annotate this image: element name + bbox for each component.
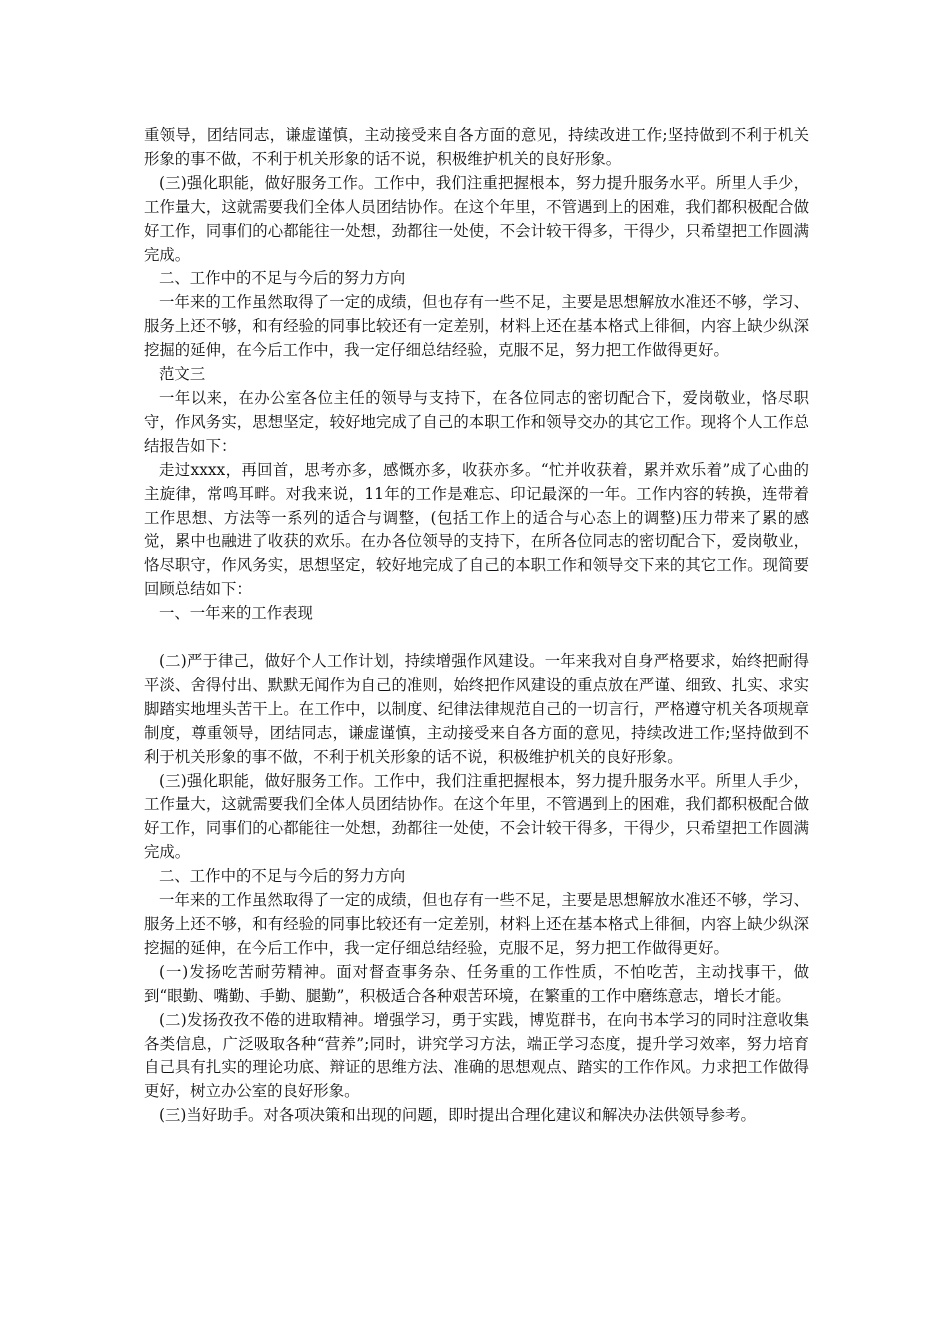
paragraph-review: 走过xxxx，再回首，思考亦多，感慨亦多，收获亦多。“忙并收获着，累并欢乐着”成了心曲的主旋律，常鸣耳畔。对我来说，11年的工作是难忘、印记最深的一年。工作内容的转换，连带着工作思想、方法等一系列的适合与调整，(包括工作上的适合与心态上的调整)压力带来了累的感觉，累中也融进了收获的欢乐。在办各位领导的支持下，在所各位同志的密切配合下，爱岗敬业，恪尽职守，作风务实，思想坚定，较好地完成了自己的本职工作和领导交下来的其它工作。现简要回顾总结如下：	[144, 460, 809, 599]
sample-essay-title: 范文三	[159, 365, 206, 384]
paragraph-assistant: (三)当好助手。对各项决策和出现的问题，即时提出合理化建议和解决办法供领导参考。	[159, 1106, 756, 1125]
paragraph-self-discipline: (二)严于律己，做好个人工作计划，持续增强作风建设。一年来我对自身严格要求，始终把耐得平淡、舍得付出、默默无闻作为自己的准则，始终把作风建设的重点放在严谨、细致、扎实、求实脚踏实地埋头苦干上。在工作中，以制度、纪律法律规范自己的一切言行，严格遵守机关各项规章制度，尊重领导，团结同志，谦虚谨慎，主动接受来自各方面的意见，持续改进工作;坚持做到不利于机关形象的事不做，不利于机关形象的话不说，积极维护机关的良好形象。	[144, 652, 809, 766]
paragraph-hardworking: (一)发扬吃苦耐劳精神。面对督查事务杂、任务重的工作性质，不怕吃苦，主动找事干，做到“眼勤、嘴勤、手勤、腿勤”，积极适合各种艰苦环境，在繁重的工作中磨练意志，增长才能。	[144, 962, 809, 1005]
paragraph-strengthen-function-2: (三)强化职能，做好服务工作。工作中，我们注重把握根本，努力提升服务水平。所里人手少，工作量大，这就需要我们全体人员团结协作。在这个年里，不管遇到上的困难，我们都积极配合做好工作，同事们的心都能往一处想，劲都往一处使，不会计较干得多，干得少，只希望把工作圆满完成。	[144, 771, 809, 862]
section-heading-performance: 一、一年来的工作表现	[159, 604, 313, 623]
blank-gap	[144, 626, 809, 650]
section-heading-shortcomings-2: 二、工作中的不足与今后的努力方向	[159, 867, 406, 886]
paragraph-strengthen-function: (三)强化职能，做好服务工作。工作中，我们注重把握根本，努力提升服务水平。所里人手少，工作量大，这就需要我们全体人员团结协作。在这个年里，不管遇到上的困难，我们都积极配合做好工作，同事们的心都能往一处想，劲都往一处使，不会计较干得多，干得少，只希望把工作圆满完成。	[144, 173, 809, 264]
paragraph-shortcomings: 一年来的工作虽然取得了一定的成绩，但也存有一些不足，主要是思想解放水准还不够，学习、服务上还不够，和有经验的同事比较还有一定差别，材料上还在基本格式上徘徊，内容上缺少纵深挖掘的延伸，在今后工作中，我一定仔细总结经验，克服不足，努力把工作做得更好。	[144, 293, 809, 360]
paragraph-shortcomings-2: 一年来的工作虽然取得了一定的成绩，但也存有一些不足，主要是思想解放水准还不够，学习、服务上还不够，和有经验的同事比较还有一定差别，材料上还在基本格式上徘徊，内容上缺少纵深挖掘的延伸，在今后工作中，我一定仔细总结经验，克服不足，努力把工作做得更好。	[144, 891, 809, 957]
paragraph-enterprising: (二)发扬孜孜不倦的进取精神。增强学习，勇于实践，博览群书，在向书本学习的同时注意收集各类信息，广泛吸取各种“营养”;同时，讲究学习方法，端正学习态度，提升学习效率，努力培育自己具有扎实的理论功底、辩证的思维方法、准确的思想观点、踏实的工作作风。力求把工作做得更好，树立办公室的良好形象。	[144, 1010, 809, 1101]
section-heading-shortcomings: 二、工作中的不足与今后的努力方向	[159, 269, 406, 288]
paragraph-intro: 一年以来，在办公室各位主任的领导与支持下，在各位同志的密切配合下，爱岗敬业，恪尽职守，作风务实，思想坚定，较好地完成了自己的本职工作和领导交办的其它工作。现将个人工作总结报告如下：	[144, 388, 809, 455]
paragraph-continuation: 重领导，团结同志，谦虚谨慎，主动接受来自各方面的意见，持续改进工作;坚持做到不利于机关形象的事不做，不利于机关形象的话不说，积极维护机关的良好形象。	[144, 126, 809, 168]
document-page	[144, 124, 809, 1128]
